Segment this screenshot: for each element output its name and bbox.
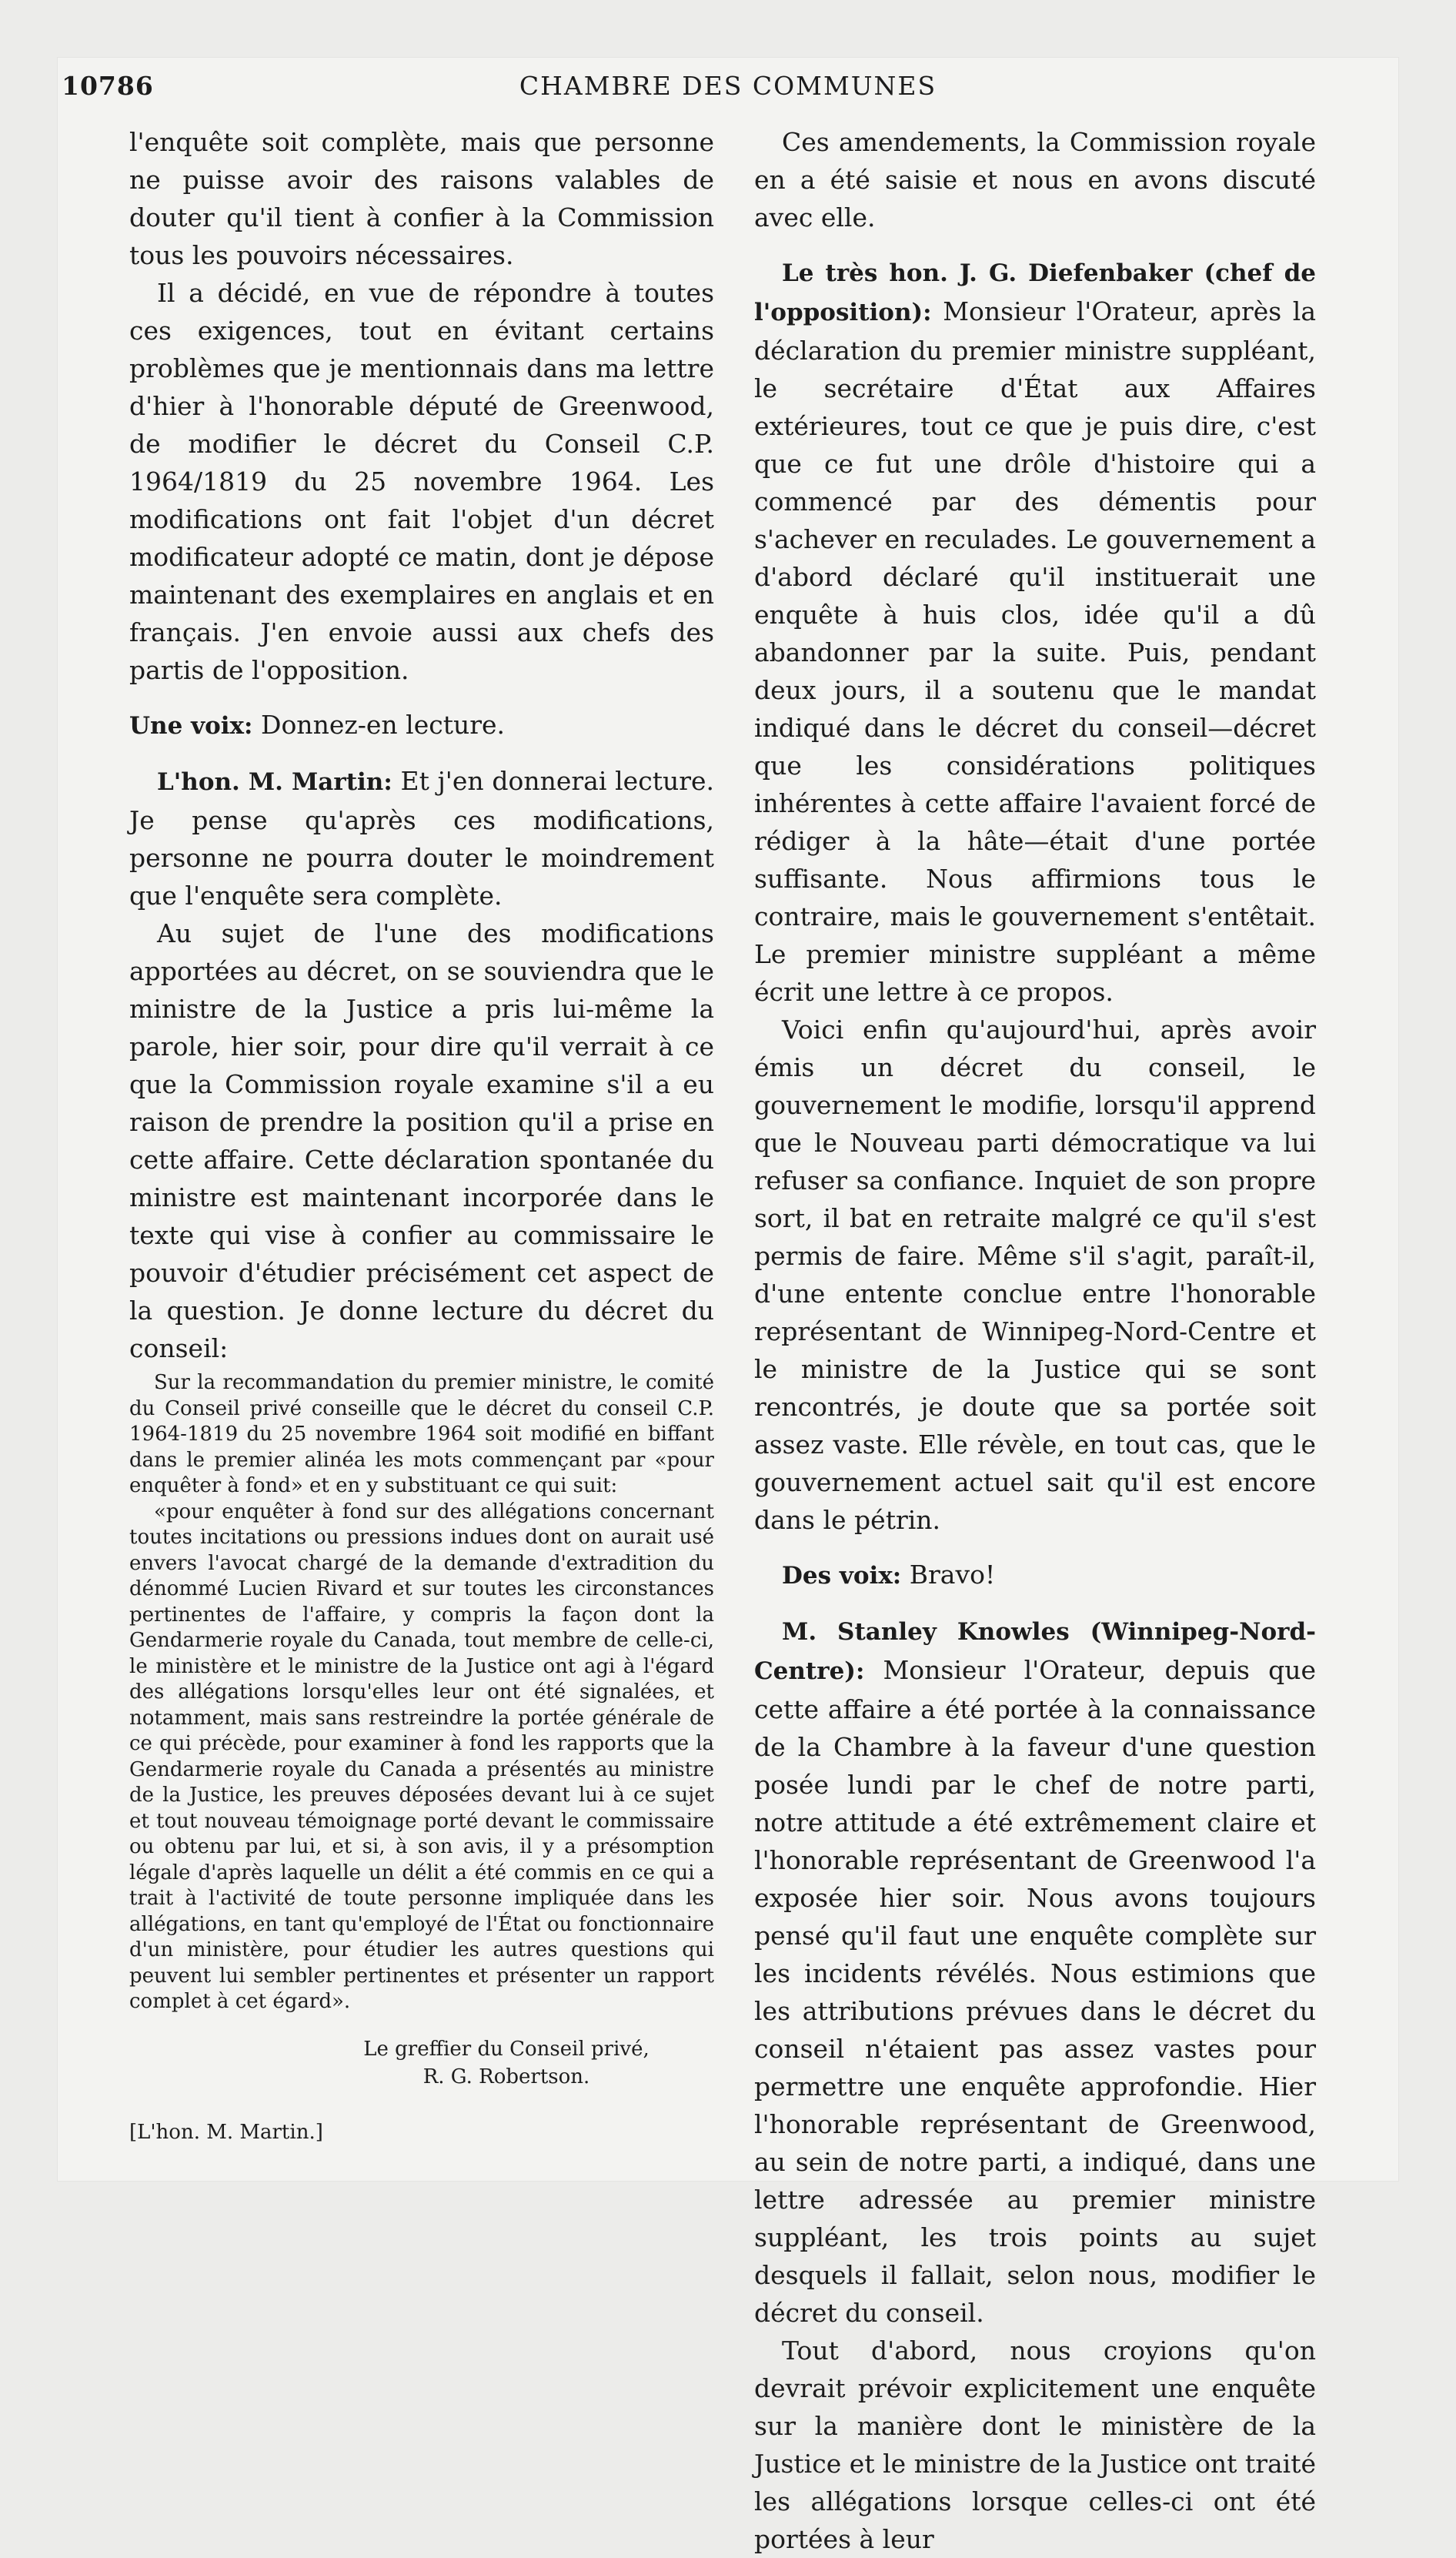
speech-text: Et j'en donnerai lecture. Je pense qu'après ces modifications, personne ne pourra douter le moindrement que l'enquête sera complète.: [129, 766, 714, 911]
signature-name: R. G. Robertson.: [422, 2065, 590, 2088]
speech: [754, 1612, 1316, 2332]
speech: [754, 1556, 1316, 1595]
speech-text: Monsieur l'Orateur, après la déclaration du premier ministre suppléant, le secrétaire d'État aux Affaires extérieures, tout ce que je puis dire, c'est que ce fut une drôle d'histoire qui a commencé par des démentis pour s'achever en reculades. Le gouvernement a d'abord déclaré qu'il instituerait une enquête à huis clos, idée qu'il a dû abandonner par la suite. Puis, pendant deux jours, il a soutenu que le mandat indiqué dans le décret du conseil—décret que les considérations politiques inhérentes à cette affaire l'avaient forcé de rédiger à la hâte—était d'une portée suffisante. Nous affirmions tous le contraire, mais le gouvernement s'entêtait. Le premier ministre suppléant a même écrit une lettre à ce propos.: [754, 296, 1316, 1007]
speaker-name: L'hon. M. Martin:: [157, 768, 392, 796]
signature-title: Le greffier du Conseil privé,: [363, 2037, 650, 2061]
speech: [129, 762, 714, 915]
speech-text: Donnez-en lecture.: [260, 710, 506, 740]
quote-paragraph: «pour enquêter à fond sur des allégations concernant toutes incitations ou pressions indues dont on aurait usé envers l'avocat chargé de la demande d'extradition du dénommé Lucien Rivard et sur toutes les circonstances pertinentes de l'affaire, y compris la façon dont la Gendarmerie royale du Canada, tout membre de celle-ci, le ministère et le ministre de la Justice ont agi à l'égard des allégations lorsqu'elles leur ont été signalées, et notamment, mais sans restreindre la portée générale de ce qui précède, pour examiner à fond les rapports que la Gendarmerie royale du Canada a présentés au ministre de la Justice, les preuves déposées devant lui à ce sujet et tout nouveau témoignage porté devant le commissaire ou obtenu par lui, et si, à son avis, il y a présomption légale d'après laquelle un délit a été commis en ce qui a trait à l'activité de toute personne impliquée dans les allégations, en tant qu'employé de l'État ou fonctionnaire d'un ministère, pour étudier les autres questions qui peuvent lui sembler pertinentes et présenter un rapport complet à cet égard».: [129, 1500, 714, 2013]
speech-text: Bravo!: [909, 1560, 996, 1590]
order-in-council-quote: [129, 1370, 714, 2015]
running-title: CHAMBRE DES COMMUNES: [519, 71, 937, 101]
speaker-continuation-note: [L'hon. M. Martin.]: [129, 2120, 323, 2144]
page-number: 10786: [62, 71, 154, 101]
speaker-name: Le très hon. J. G. Diefenbaker (chef de l'opposition):: [754, 259, 1316, 326]
speaker-name: M. Stanley Knowles (Winnipeg-Nord-Centre):: [754, 1618, 1316, 1685]
paragraph: Il a décidé, en vue de répondre à toutes ces exigences, tout en évitant certains problèmes que je mentionnais dans ma lettre d'hier à l'honorable député de Greenwood, de modifier le décret du Conseil C.P. 1964/1819 du 25 novembre 1964. Les modifications ont fait l'objet d'un décret modificateur adopté ce matin, dont je dépose maintenant des exemplaires en anglais et en français. J'en envoie aussi aux chefs des partis de l'opposition.: [129, 278, 714, 685]
speech-text: Monsieur l'Orateur, depuis que cette affaire a été portée à la connaissance de la Chambre à la faveur d'une question posée lundi par le chef de notre parti, notre attitude a été extrêmement claire et l'honorable représentant de Greenwood l'a exposée hier soir. Nous avons toujours pensé qu'il faut une enquête complète sur les incidents révélés. Nous estimions que les attributions prévues dans le décret du conseil n'étaient pas assez vastes pour permettre une enquête approfondie. Hier l'honorable représentant de Greenwood, au sein de notre parti, a indiqué, dans une lettre adressée au premier ministre suppléant, les trois points au sujet desquels il fallait, selon nous, modifier le décret du conseil.: [754, 1655, 1316, 2328]
left-column: [129, 123, 714, 2146]
paragraph: Voici enfin qu'aujourd'hui, après avoir émis un décret du conseil, le gouvernement le modifie, lorsqu'il apprend que le Nouveau parti démocratique va lui refuser sa confiance. Inquiet de son propre sort, il bat en retraite malgré ce qu'il s'est permis de faire. Même s'il s'agit, paraît-il, d'une entente conclue entre l'honorable représentant de Winnipeg-Nord-Centre et le ministre de la Justice qui se sont rencontrés, je doute que sa portée soit assez vaste. Elle révèle, en tout cas, que le gouvernement actuel sait qu'il est encore dans le pétrin.: [754, 1015, 1316, 1535]
speaker-name: Des voix:: [782, 1562, 902, 1590]
speech: [129, 706, 714, 745]
right-column: [754, 123, 1316, 2558]
speaker-name: Une voix:: [129, 712, 253, 740]
paragraph: Tout d'abord, nous croyions qu'on devrait prévoir explicitement une enquête sur la manière dont le ministère de la Justice et le ministre de la Justice ont traité les allégations lorsque celles-ci ont été portées à leur: [754, 2336, 1316, 2554]
paragraph: l'enquête soit complète, mais que personne ne puisse avoir des raisons valables de douter qu'il tient à confier à la Commission tous les pouvoirs nécessaires.: [129, 127, 714, 270]
paragraph: Au sujet de l'une des modifications apportées au décret, on se souviendra que le ministre de la Justice a pris lui-même la parole, hier soir, pour dire qu'il verrait à ce que la Commission royale examine s'il a eu raison de prendre la position qu'il a prise en cette affaire. Cette déclaration spontanée du ministre est maintenant incorporée dans le texte qui vise à confier au commissaire le pouvoir d'étudier précisément cet aspect de la question. Je donne lecture du décret du conseil:: [129, 918, 714, 1363]
quote-paragraph: Sur la recommandation du premier ministre, le comité du Conseil privé conseille que le décret du conseil C.P. 1964-1819 du 25 novembre 1964 soit modifié en biffant dans le premier alinéa les mots commençant par «pour enquêter à fond» et en y substituant ce qui suit:: [129, 1371, 714, 1497]
signature-block: [129, 2035, 714, 2091]
speech: [754, 253, 1316, 1011]
paragraph: Ces amendements, la Commission royale en a été saisie et nous en avons discuté avec elle.: [754, 127, 1316, 232]
